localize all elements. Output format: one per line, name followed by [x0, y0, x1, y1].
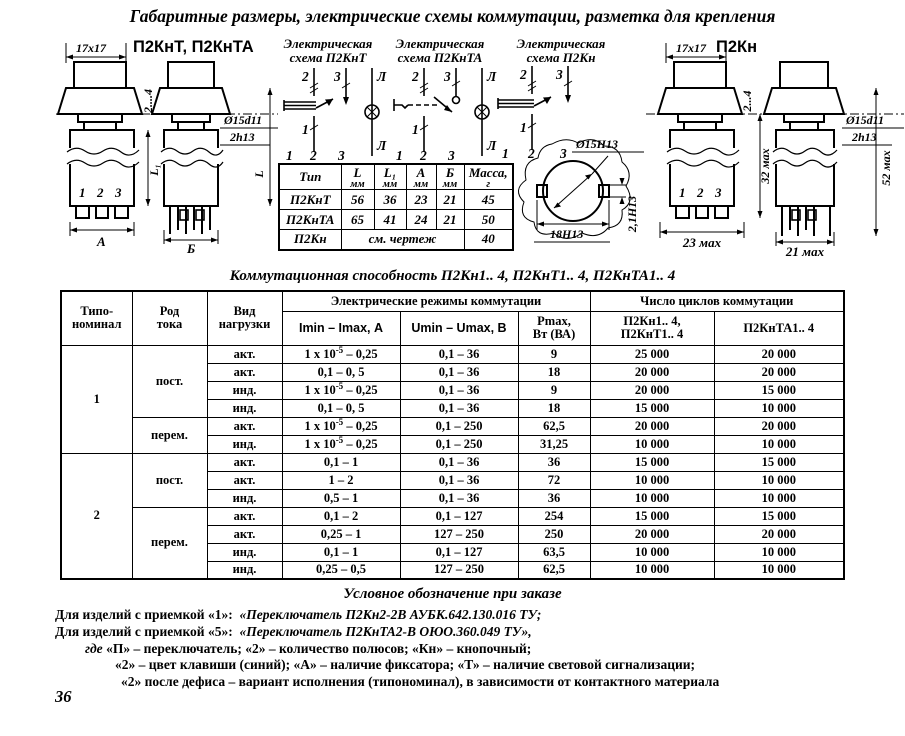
cell: 36 [518, 453, 590, 471]
cell: акт. [207, 363, 282, 381]
group-perem: перем. [132, 417, 207, 453]
pin [715, 206, 728, 218]
cell: акт. [207, 345, 282, 363]
cell: 250 [518, 525, 590, 543]
dim-square: 17х17 [676, 41, 706, 55]
actuator-bar [498, 97, 551, 109]
schematic-p2knt [280, 66, 388, 162]
cell: 72 [518, 471, 590, 489]
button-bezel [658, 88, 742, 114]
group-tiponominal-2: 2 [61, 453, 132, 579]
pin-label-3: 3 [448, 148, 455, 162]
contact-2: 2 [97, 185, 104, 200]
cell: 21 [436, 210, 464, 230]
cell: 18 [518, 399, 590, 417]
cell: 10 000 [590, 489, 714, 507]
cell: П2Кн [279, 230, 341, 250]
cell: 10 000 [590, 561, 714, 579]
cell: 20 000 [714, 525, 844, 543]
pin [115, 206, 128, 218]
col-header: L₁ мм [374, 164, 406, 190]
group-post: пост. [132, 453, 207, 507]
size-table-header [279, 164, 513, 190]
cell: см. чертеж [341, 230, 464, 250]
button-bezel [152, 88, 230, 114]
cell: 20 000 [590, 363, 714, 381]
button-cap [780, 62, 828, 88]
cell: 36 [374, 190, 406, 210]
terminal-2: 2 [520, 67, 527, 82]
cell: 62,5 [518, 561, 590, 579]
col-group-cycles: Число циклов коммутации [590, 291, 844, 311]
cell: 15 000 [714, 453, 844, 471]
cell: 63,5 [518, 543, 590, 561]
cell: 10 000 [714, 435, 844, 453]
cell: 15 000 [714, 381, 844, 399]
cell: 1 х $10^{-5} - 0,25$ [282, 417, 400, 435]
cell: 127 – 250 [400, 525, 518, 543]
cell: 10 000 [714, 543, 844, 561]
cell: 21 [436, 190, 464, 210]
dim-shaft: Ø15d11 [224, 113, 263, 127]
cell: 24 [406, 210, 436, 230]
cell: 50 [464, 210, 513, 230]
cell: 23 [406, 190, 436, 210]
cell: 18 [518, 363, 590, 381]
cell: 15 000 [714, 507, 844, 525]
cell: 45 [464, 190, 513, 210]
contact-1: 1 [79, 185, 86, 200]
col-header: А мм [406, 164, 436, 190]
col-header-umin: Umin – Umax, В [400, 311, 518, 345]
button-body [776, 130, 834, 206]
col-header-imin: Imin – Imax, А [282, 311, 400, 345]
cell: 0,1 – 36 [400, 345, 518, 363]
cell: инд. [207, 381, 282, 399]
cell: 0,1 – 2 [282, 507, 400, 525]
dim-L: L [252, 170, 266, 178]
pin-label-1: 1 [286, 148, 293, 162]
order-line: Для изделий с приемкой «5»: «Переключатель П2КнТА2-В ОЮО.360.049 ТУ», [55, 623, 532, 639]
pin [76, 206, 89, 218]
cell: 0,1 – 250 [400, 417, 518, 435]
cell: 1 х $10^{-5} - 0,25$ [282, 345, 400, 363]
schematic-title-p2knta: Электрическая схема П2КнТА [395, 36, 485, 65]
button-cap [168, 62, 214, 88]
group-tiponominal-1: 1 [61, 345, 132, 453]
cell: 9 [518, 381, 590, 399]
pin-label-2: 2 [310, 148, 317, 162]
button-bezel [58, 88, 142, 114]
terminal-1: 1 [302, 122, 309, 137]
terminal-3: 3 [556, 67, 563, 82]
cell: 9 [518, 345, 590, 363]
cell: 0,1 – 36 [400, 489, 518, 507]
cell: инд. [207, 489, 282, 507]
dim-key: 2h13 [230, 130, 255, 144]
cell: 0,25 – 1 [282, 525, 400, 543]
cell: 127 – 250 [400, 561, 518, 579]
table-row [61, 417, 844, 435]
size-table [278, 163, 514, 251]
dim-A: А [97, 234, 106, 249]
contact-2: 2 [697, 185, 704, 200]
group-perem: перем. [132, 507, 207, 579]
button-cap [674, 62, 726, 88]
commutation-table [60, 290, 845, 580]
lamp-terminal-bottom: Л [377, 138, 387, 153]
dim-slot-height: 2,1Н13 [625, 195, 639, 233]
order-line: «2» – цвет клавиши (синий); «А» – наличие фиксатора; «Т» – наличие световой сигнализации; [115, 657, 696, 673]
dim-B: Б [187, 241, 196, 254]
cell: акт. [207, 525, 282, 543]
terminal-2: 2 [302, 69, 309, 84]
cell: П2КнТА [279, 210, 341, 230]
dim-square: 17х17 [76, 41, 106, 55]
table-row [279, 210, 513, 230]
cell: 10 000 [714, 561, 844, 579]
cell: 0,1 – 36 [400, 471, 518, 489]
order-line: Для изделий с приемкой «1»: «Переключатель П2Кн2-2В АУБК.642.130.016 ТУ; [55, 607, 542, 622]
dim-travel: 2...4 [740, 90, 754, 112]
cell: 62,5 [518, 417, 590, 435]
schematic-p2knta [390, 66, 498, 162]
cell: 10 000 [714, 471, 844, 489]
cell: 20 000 [714, 417, 844, 435]
cell: 0,1 – 250 [400, 435, 518, 453]
actuator-bar [284, 99, 333, 111]
cell: 36 [518, 489, 590, 507]
front-view [58, 41, 161, 249]
cell: 254 [518, 507, 590, 525]
table-row [279, 230, 513, 250]
side-view [152, 62, 278, 254]
cell: акт. [207, 507, 282, 525]
actuator-latch [394, 97, 452, 112]
terminal-3: 3 [334, 69, 341, 84]
cell: 0,1 – 36 [400, 363, 518, 381]
cell: 20 000 [590, 525, 714, 543]
pin-label-3: 3 [338, 148, 345, 162]
cell: 0,1 – 36 [400, 381, 518, 399]
contact-3: 3 [715, 185, 722, 200]
commutation-table-title: Коммутационная способность П2Кн1.. 4, П2КнТ1.. 4, П2КнТА1.. 4 [229, 268, 676, 284]
col-header: Тип [279, 164, 341, 190]
cell: 31,25 [518, 435, 590, 453]
cell: 41 [374, 210, 406, 230]
dim-L1: L₁ [147, 164, 161, 176]
schematic-title-p2kn: Электрическая схема П2Кн [516, 36, 606, 65]
dim-travel: 2....4 [141, 89, 155, 113]
dim-slot-width: 18Н13 [550, 227, 584, 241]
table-row [279, 190, 513, 210]
cell: инд. [207, 543, 282, 561]
cell: 10 000 [590, 471, 714, 489]
cell: 1 х $10^{-5} - 0,25$ [282, 381, 400, 399]
cell: 20 000 [590, 381, 714, 399]
contact-1: 1 [679, 185, 686, 200]
pin [696, 206, 708, 218]
table-row [61, 453, 844, 471]
cell: 0,1 – 36 [400, 453, 518, 471]
page-number: 36 [55, 687, 72, 706]
col-group-electric-modes: Электрические режимы коммутации [282, 291, 590, 311]
col-header-pmax: Pmax, Вт (ВА) [518, 311, 590, 345]
cell: 0,1 – 127 [400, 543, 518, 561]
terminal-1: 1 [412, 122, 419, 137]
col-header-vid-nagruzki: Вид нагрузки [207, 291, 282, 345]
cell: 20 000 [590, 417, 714, 435]
lamp-terminal-bottom: Л [487, 138, 497, 153]
header-row [61, 291, 844, 311]
dimension-drawing-p2kn [640, 34, 904, 258]
cell: 15 000 [590, 453, 714, 471]
cell: 0,1 – 0, 5 [282, 363, 400, 381]
cell: инд. [207, 399, 282, 417]
cell: 0,1 – 127 [400, 507, 518, 525]
cell: П2КнТ [279, 190, 341, 210]
side-view [764, 62, 904, 258]
contact-3: 3 [115, 185, 122, 200]
button-cap [74, 62, 126, 88]
cell: 15 000 [590, 399, 714, 417]
pin-label-3: 3 [560, 146, 567, 160]
cell: 0,1 – 1 [282, 453, 400, 471]
dim-h32: 32 мах [758, 148, 772, 184]
cell: акт. [207, 471, 282, 489]
group-post: пост. [132, 345, 207, 417]
cell: 10 000 [590, 435, 714, 453]
cell: 15 000 [590, 507, 714, 525]
pin-label-1: 1 [396, 148, 403, 162]
cell: 1 – 2 [282, 471, 400, 489]
table-row [61, 507, 844, 525]
cell: 0,1 – 0, 5 [282, 399, 400, 417]
terminal-3: 3 [444, 69, 451, 84]
order-line: где «П» – переключатель; «2» – количество полюсов; «Кн» – кнопочный; [85, 640, 532, 656]
model-label-p2kn: П2Кн [716, 38, 758, 56]
mounting-hole-drawing [510, 134, 646, 254]
order-section-title: Условное обозначение при заказе [343, 586, 562, 602]
col-header-rod-toka: Род тока [132, 291, 207, 345]
dim-h52: 52 мах [879, 150, 893, 186]
dimension-drawing-p2knt [56, 34, 278, 254]
terminal-2: 2 [412, 69, 419, 84]
cell: 10 000 [590, 543, 714, 561]
button-bezel [764, 88, 844, 114]
cell: 20 000 [714, 363, 844, 381]
table-row [61, 345, 844, 363]
cell: 40 [464, 230, 513, 250]
cell: 10 000 [714, 489, 844, 507]
cell: 20 000 [714, 345, 844, 363]
pin-label-2: 2 [420, 148, 427, 162]
dim-w23: 23 мах [682, 235, 722, 250]
lamp-terminal-top: Л [487, 69, 497, 84]
page-title: Габаритные размеры, электрические схемы коммутации, разметка для крепления [129, 6, 776, 26]
pin [676, 206, 689, 218]
pin-label-1: 1 [502, 146, 509, 160]
dim-key: 2h13 [852, 130, 877, 144]
cell: инд. [207, 561, 282, 579]
order-section [55, 607, 865, 691]
button-body [164, 130, 218, 206]
cell: 65 [341, 210, 374, 230]
cell: 1 х $10^{-5} - 0,25$ [282, 435, 400, 453]
cell: акт. [207, 453, 282, 471]
cell: 0,25 – 0,5 [282, 561, 400, 579]
cell: 0,1 – 36 [400, 399, 518, 417]
col-header-cycles-1: П2Кн1.. 4, П2КнТ1.. 4 [590, 311, 714, 345]
cell: инд. [207, 435, 282, 453]
cell: 0,1 – 1 [282, 543, 400, 561]
cell: 25 000 [590, 345, 714, 363]
lamp-terminal-top: Л [377, 69, 387, 84]
dim-hole-dia: Ø15Н13 [576, 137, 618, 151]
cell: 10 000 [714, 399, 844, 417]
order-line: «2» после дефиса – вариант исполнения (типономинал), в зависимости от контактного материала [121, 674, 720, 690]
terminal-1: 1 [520, 120, 527, 135]
dim-shaft: Ø15d11 [846, 113, 885, 127]
col-header-cycles-2: П2КнТА1.. 4 [714, 311, 844, 345]
dim-w21: 21 мах [785, 244, 825, 258]
cell: 0,5 – 1 [282, 489, 400, 507]
cell: акт. [207, 417, 282, 435]
model-label-p2knt: П2КнТ, П2КнТА [133, 38, 254, 56]
schematic-title-p2knt: Электрическая схема П2КнТ [283, 36, 373, 65]
col-header: Масса, г [464, 164, 513, 190]
col-header-tiponominal: Типо- номинал [61, 291, 132, 345]
front-view [658, 41, 772, 250]
col-header: L мм [341, 164, 374, 190]
pin [96, 206, 108, 218]
cell: 56 [341, 190, 374, 210]
col-header: Б мм [436, 164, 464, 190]
pin-label-2: 2 [528, 146, 535, 160]
